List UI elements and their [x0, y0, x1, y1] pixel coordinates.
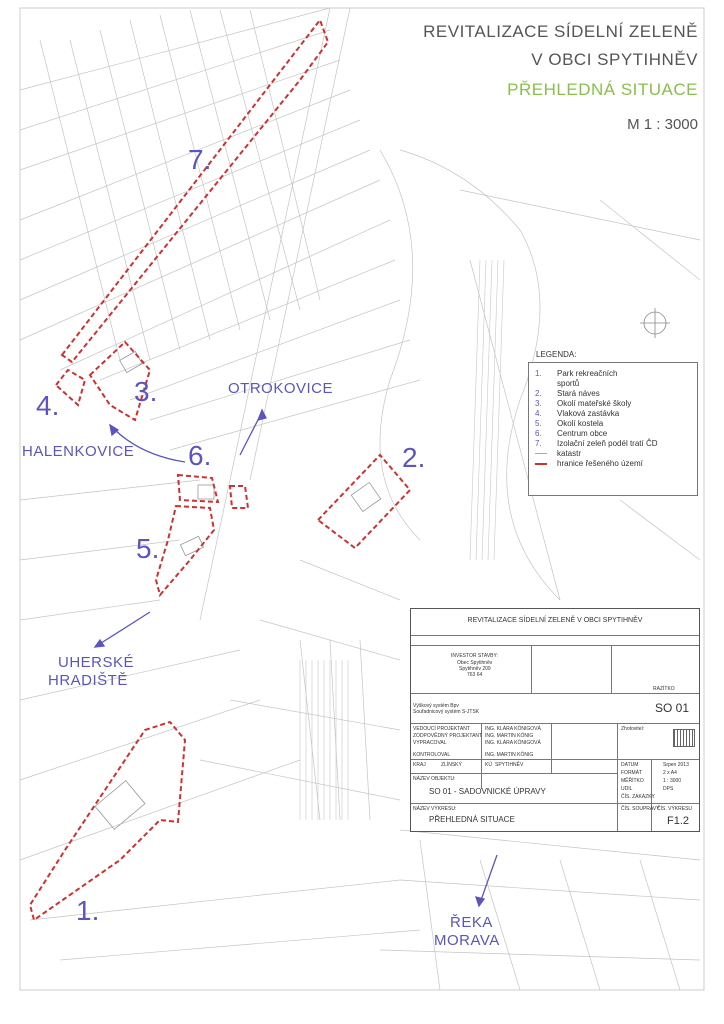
north-cross: [640, 308, 670, 338]
buildings: [95, 351, 381, 829]
tb-vykres-label: NÁZEV VÝKRESU:: [413, 806, 457, 812]
legend-item: 4. Vlaková zastávka: [535, 409, 620, 418]
tb-project: REVITALIZACE SÍDELNÍ ZELENĚ V OBCI SPYTIHNĚV: [467, 617, 643, 624]
tb-kraj: ZLÍNSKÝ: [441, 762, 462, 768]
zone-7-boundary: [62, 20, 328, 362]
tb-divider: [531, 645, 532, 693]
place-reka-line1: ŘEKA: [450, 914, 493, 931]
tb-objekt-label: NÁZEV OBJEKTU:: [413, 776, 456, 782]
tb-name: ING. KLÁRA KÖNIGOVÁ: [485, 740, 541, 746]
page-border: [20, 8, 704, 990]
tb-so: SO 01: [655, 701, 690, 715]
zone-label-6[interactable]: 6.: [188, 440, 212, 471]
tb-kraj-label: KRAJ: [413, 762, 426, 768]
zone-label-5[interactable]: 5.: [136, 533, 160, 564]
tb-investor-label: INVESTOR STAVBY:: [451, 653, 498, 659]
tb-name: ING. KLÁRA KÖNIGOVÁ: [485, 726, 541, 732]
tb-name: ING. MARTIN KÖNIG: [485, 733, 534, 739]
legend-item: 7. Izolační zeleň podél tratí ČD: [535, 439, 658, 448]
arrow-reka: [480, 855, 497, 903]
tb-system-2: Souřadnicový systém S-JTSK: [413, 709, 480, 715]
tb-objekt: SO 01 - SADOVNICKÉ ÚPRAVY: [429, 787, 546, 796]
tb-investor-addr1: Spytihněv 209: [459, 666, 491, 672]
legend-item: sportů: [557, 379, 580, 388]
legend-item-boundary: hranice řešeného území: [529, 459, 697, 469]
tb-investor-addr2: 763 64: [467, 672, 483, 678]
tb-meta-val: 2 x A4: [663, 770, 677, 776]
legend-title: LEGENDA:: [536, 350, 577, 359]
zone-2-boundary: [318, 455, 410, 548]
place-uherske-line1: UHERSKÉ: [58, 654, 135, 671]
tb-divider: [611, 645, 612, 693]
tb-system-1: Výškový systém Bpv: [413, 703, 459, 709]
tb-meta-val: 1 : 3000: [663, 778, 682, 784]
tb-name: ING. MARTIN KÖNIG: [485, 752, 534, 758]
tb-razitko: RAZÍTKO: [653, 686, 675, 692]
zone-label-7[interactable]: 7.: [188, 144, 212, 175]
arrow-uherske: [98, 612, 150, 645]
zone-label-2[interactable]: 2.: [402, 442, 426, 473]
legend-item: 2. Stará náves: [535, 389, 600, 398]
title-line-2: V OBCI SPYTIHNĚV: [531, 50, 698, 69]
tb-divider: [411, 723, 699, 724]
place-reka-line2: MORAVA: [434, 932, 500, 949]
zone-label-4[interactable]: 4.: [36, 390, 60, 421]
tb-divider: [551, 723, 552, 773]
tb-role: VYPRACOVAL: [413, 740, 447, 746]
zone-label-1[interactable]: 1.: [76, 895, 100, 926]
tb-meta-val: DPS: [663, 786, 674, 792]
zone-5-boundary: [156, 506, 214, 595]
legend-item: 6. Centrum obce: [535, 429, 608, 438]
arrow-reka-head: [476, 897, 484, 906]
title-line-1: REVITALIZACE SÍDELNÍ ZELENĚ: [423, 22, 698, 41]
place-otrokovice: OTROKOVICE: [228, 380, 334, 397]
tb-meta-key: ČÍS. ZAKÁZKY: [621, 794, 655, 800]
arrow-halenkovice-head: [110, 425, 118, 435]
tb-role: ZODPOVĚDNÝ PROJEKTANT: [413, 733, 483, 739]
tb-meta-key: UDIL: [621, 786, 633, 792]
tb-meta-key: ČÍS. SOUPRAVY: [621, 806, 660, 812]
tb-role: KONTROLOVAL: [413, 752, 451, 758]
legend-item-cadastre: katastr: [529, 449, 697, 459]
zone-4-boundary: [56, 370, 85, 405]
boundary-line-swatch: [535, 463, 547, 465]
tb-cis-vykresu: F1.2: [667, 815, 690, 827]
tb-divider: [411, 635, 699, 636]
zone-boundaries: [30, 20, 410, 920]
tb-meta-key: FORMÁT: [621, 770, 643, 776]
cadastre-lines: [20, 8, 700, 990]
tb-divider: [411, 773, 617, 774]
cadastre-line-swatch: [535, 453, 547, 454]
tb-role: VEDOUCÍ PROJEKTANT: [413, 726, 470, 732]
scale-label: M 1 : 3000: [627, 116, 698, 133]
tb-investor-name: Obec Spytihněv: [457, 660, 493, 666]
zone-6b-boundary: [230, 486, 248, 508]
arrow-uherske-head: [95, 640, 104, 647]
map-subtitle: PŘEHLEDNÁ SITUACE: [507, 80, 698, 99]
zone-label-3[interactable]: 3.: [134, 376, 158, 407]
title-block: [410, 608, 700, 832]
tb-meta-key: MĚŘÍTKO: [621, 778, 644, 784]
tb-divider: [411, 759, 699, 760]
place-uherske-line2: HRADIŠTĚ: [48, 672, 128, 689]
tb-meta-key: DATUM: [621, 762, 639, 768]
legend-box: [528, 362, 698, 496]
tb-ku-label: KÚ: [485, 762, 492, 768]
tb-vykres: PŘEHLEDNÁ SITUACE: [429, 815, 515, 824]
tb-meta-val: Srpen 2013: [663, 762, 689, 768]
tb-ku: SPYTIHNĚV: [495, 762, 524, 768]
tb-divider: [617, 723, 618, 831]
legend-item: 5. Okolí kostela: [535, 419, 604, 428]
legend-item: 3. Okolí mateřské školy: [535, 399, 632, 408]
tb-divider: [411, 693, 699, 694]
tb-cis-vykresu-label: ČÍS. VÝKRESU: [657, 806, 693, 812]
tb-divider: [411, 803, 699, 804]
tb-divider: [411, 645, 699, 646]
place-halenkovice: HALENKOVICE: [22, 443, 135, 460]
legend-item: 1. Park rekreačních: [535, 369, 618, 378]
tb-zhotovitel: Zhotovitel:: [621, 726, 645, 732]
company-logo: [673, 729, 695, 747]
